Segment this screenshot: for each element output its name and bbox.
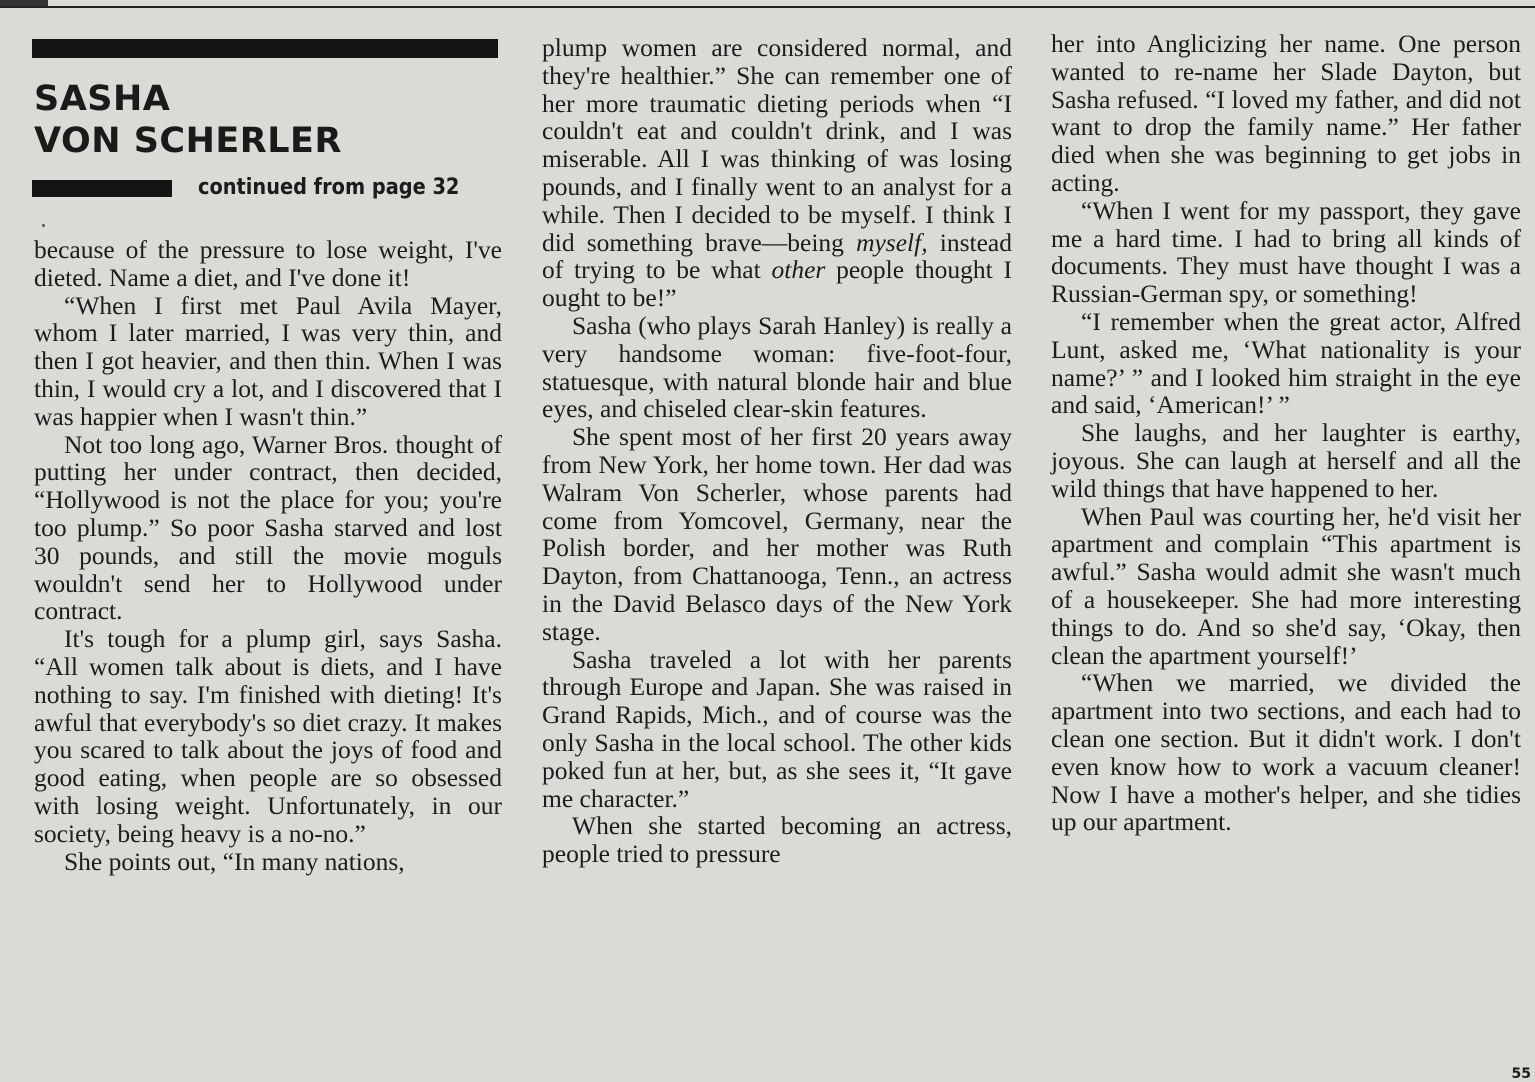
text-run: plump women are considered normal, and they're healthier.” She can remember one of her more traumatic dieting periods when “I couldn't eat and couldn't drink, and I was miserable. All I was thinking of was losing pounds, and I finally went to an analyst for a while. Then I decided to be myself. I think I did something brave—being (542, 33, 1012, 257)
paragraph: She points out, “In many nations, (64, 846, 405, 876)
column-1 (34, 30, 502, 875)
column-3 (1051, 30, 1521, 836)
text-run: instead of trying to be what (542, 227, 1012, 285)
paragraph (542, 34, 1012, 312)
text-run: people thought I ought to be!” (542, 255, 1013, 313)
paragraph: Sasha traveled a lot with her parents through Europe and Japan. She was raised in Grand Rapids, Mich., and of course was the only Sasha in the local school. The other kids poked fun at her, but, as she sees it, “It gave me character.” (542, 644, 1012, 813)
paragraph: “When I went for my passport, they gave me a hard time. I had to bring all kinds of documents. They must have thought I was a Russian-German spy, or something! (1051, 195, 1521, 309)
article-title (34, 78, 502, 162)
continued-bar (32, 180, 172, 197)
title-line-1: SASHA (34, 79, 171, 119)
paragraph: “When we married, we divided the apartment into two sections, and each had to clean one section. But it didn't work. I don't even know how to work a vacuum cleaner! Now I have a mother's helper, and she tidies up our apartment. (1051, 668, 1521, 837)
paragraph: Sasha (who plays Sarah Hanley) is really a very handsome woman: five-foot-four, statuesque, with natural blonde hair and blue eyes, and chiseled clear-skin features. (542, 310, 1012, 424)
paragraph: “I remember when the great actor, Alfred Lunt, asked me, ‘What nationality is your name?’ ” and I looked him straight in the eye and said, ‘American!’ ” (1051, 306, 1521, 420)
spacer (34, 208, 502, 236)
top-rule (0, 6, 1535, 8)
column-2 (542, 34, 1012, 868)
paragraph: “When I first met Paul Avila Mayer, whom I later married, I was very thin, and then I got heavier, and then thin. When I was thin, I would cry a lot, and I discovered that I was happier when I wasn't thin.” (34, 290, 502, 431)
paragraph: When Paul was courting her, he'd visit her apartment and complain “This apartment is awful.” Sasha would admit she wasn't much of a housekeeper. She had more interesting things to do. And so she'd say, ‘Okay, then clean the apartment yourself!’ (1051, 501, 1521, 670)
paragraph: It's tough for a plump girl, says Sasha. “All women talk about is diets, and I have nothing to say. I'm finished with dieting! It's awful that everybody's so diet crazy. It makes you scared to talk about the joys of food and good eating, when people are so obsessed with losing weight. Unfortunately, in our society, being heavy is a no-no.” (34, 624, 502, 848)
paragraph: When she started becoming an actress, people tried to pressure (542, 811, 1012, 869)
page-number: 55 (1511, 1066, 1531, 1082)
continued-row (34, 168, 502, 208)
title-line-2: VON SCHERLER (34, 121, 342, 161)
paragraph: She laughs, and her laughter is earthy, joyous. She can laugh at herself and all the wild things that have happened to her. (1051, 418, 1521, 503)
header-bar (32, 39, 498, 58)
paragraph: Not too long ago, Warner Bros. thought of putting her under contract, then decided, “Hollywood is not the place for you; you're too plump.” So poor Sasha starved and lost 30 pounds, and still the movie moguls wouldn't send her to Hollywood under contract. (34, 429, 502, 626)
paragraph: She spent most of her first 20 years away from New York, her home town. Her dad was Walram Von Scherler, whose parents had come from Yomcovel, Germany, near the Polish border, and her mother was Ruth Dayton, from Chattanooga, Tenn., an actress in the David Belasco days of the New York stage. (542, 422, 1012, 646)
continued-label: continued from page 32 (198, 174, 460, 201)
emphasis: other (771, 255, 826, 285)
paragraph: because of the pressure to lose weight, I've dieted. Name a diet, and I've done it! (34, 235, 502, 292)
emphasis: myself, (856, 227, 928, 257)
paragraph: her into Anglicizing her name. One person wanted to re-name her Slade Dayton, but Sasha refused. “I loved my father, and did not want to drop the family name.” Her father died when she was beginning to get jobs in acting. (1051, 29, 1521, 197)
